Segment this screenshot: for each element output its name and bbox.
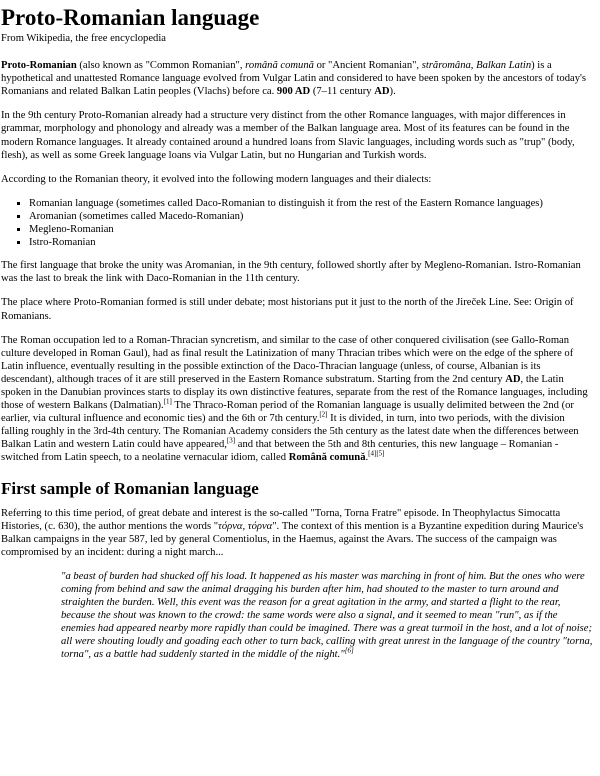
- alt-name-2: străromâna: [421, 60, 471, 72]
- romana-comuna-term: Română comună: [288, 452, 366, 464]
- intro-term: Proto-Romanian: [1, 60, 77, 72]
- reference-link[interactable]: [6]: [344, 646, 354, 655]
- intro-paragraph: Proto-Romanian (also known as "Common Romanian", română comună or "Ancient Romanian", străromâna, Balkan Latin) is a hypothetical and unattested Romance language evolved from Vulgar Latin and considered to have been spoken by the ancestors of today's Romanians and related Balkan Latin peoples (Vlachs) before ca. 900 AD (7–11 century AD).: [1, 60, 587, 98]
- date-900ad: 900 AD: [276, 86, 311, 98]
- alt-name-3: Balkan Latin: [476, 60, 532, 72]
- paragraph-theory: According to the Romanian theory, it evolved into the following modern languages and their dialects:: [1, 173, 432, 185]
- list-item: ▪ Istro-Romanian: [29, 236, 594, 249]
- paragraph-occupation: The Roman occupation led to a Roman-Thracian syncretism, and similar to the case of other conquered civilisation (see Gallo-Roman culture developed in Roman Gaul), had as final result the Latinization of many Thracian tribes which were on the edge of the sphere of Latin influence, eventually resulting in the possible extinction of the Daco-Thracian language (unless, of course, Albanian is its descendant), although traces of it are still preserved in the Eastern Romance substratum. Starting from the 2nd century AD, the Latin spoken in the Danubian provinces starts to display its own distinctive features, separate from the rest of the Romance languages, including those of western Balkans (Dalmatian).[1] The Thraco-Roman period of the Romanian language is usually delimited between the 2nd (or earlier, via cultural influence and economic ties) and the 6th or 7th century.[2] It is divided, in turn, into two periods, with the division falling roughly in the 3rd-4th century. The Romanian Academy considers the 5th century as the latest date when the differences between Balkan Latin and western Latin could have appeared,[3] and that between the 5th and 8th centuries, this new language – Romanian - switched from Latin speech, to a neolatine vernacular idiom, called Română comună.[4][5]: [1, 334, 588, 464]
- section-heading: First sample of Romanian language: [1, 478, 259, 498]
- reference-link[interactable]: [3]: [226, 436, 236, 445]
- greek-words: τόρνα, τόρνα: [218, 520, 273, 532]
- date-ad: AD: [374, 86, 390, 98]
- paragraph-place: The place where Proto-Romanian formed is still under debate; most historians put it just to the north of the Jireček Line. See: Origin of Romanians.: [1, 297, 574, 322]
- list-item: ▪ Romanian language (sometimes called Daco-Romanian to distinguish it from the rest of the Eastern Romance languages): [29, 197, 594, 210]
- paragraph-torna: Referring to this time period, of great debate and interest is the so-called "Torna, Torna Fratre" episode. In Theophylactus Simocatta Histories, (c. 630), the author mentions the words "τόρνα, τόρνα". The context of this mention is a Byzantine expedition during Maurice's Balkan campaigns in the year 587, led by general Comentiolus, in the Haemus, against the Avars. The success of the campaign was compromised by an incident: during a night march...: [1, 507, 584, 558]
- language-list: [1, 197, 594, 249]
- paragraph-unity: The first language that broke the unity was Aromanian, in the 9th century, followed shortly after by Megleno-Romanian. Istro-Romanian was the last to break the link with Daco-Romanian in the 11th century.: [1, 260, 581, 285]
- list-item: ▪ Megleno-Romanian: [29, 223, 594, 236]
- paragraph-structure: In the 9th century Proto-Romanian already had a structure very distinct from the other Romance languages, with major differences in grammar, morphology and phonology and already was a member of the Balkan language area. Most of its features can be found in the modern Romance languages. It already contained around a hundred loans from Slavic languages, including words such as "trup" (body, flesh), as well as some Greek language loans via Vulgar Latin, but no Hungarian and Turkish words.: [1, 110, 575, 161]
- list-item: ▪ Aromanian (sometimes called Macedo-Romanian): [29, 210, 594, 223]
- reference-link[interactable]: [1]: [163, 397, 172, 406]
- page-subtitle: From Wikipedia, the free encyclopedia: [1, 33, 166, 44]
- page-title: Proto-Romanian language: [1, 5, 260, 30]
- quote-block: "a beast of burden had shucked off his load. It happened as his master was marching in front of him. But the ones who were coming from behind and saw the animal dragging his burden after him, had shouted to the master to turn around and straighten the burden. Well, this event was the reason for a great agitation in the army, and started a flight to the rear, because the shout was known to the crowd: the same words were also a signal, and it seemed to mean "run", as if the enemies had appeared nearby more rapidly than could be imagined. There was a great turmoil in the host, and a lot of noise; all were shouting loudly and goading each other to turn back, calling with great unrest in the language of the country "torna, torna", as a battle had suddenly started in the middle of the night."[6]: [61, 570, 593, 661]
- alt-name-1: română comună: [245, 60, 314, 72]
- reference-link[interactable]: [4][5]: [368, 449, 385, 458]
- reference-link[interactable]: [2]: [319, 410, 328, 419]
